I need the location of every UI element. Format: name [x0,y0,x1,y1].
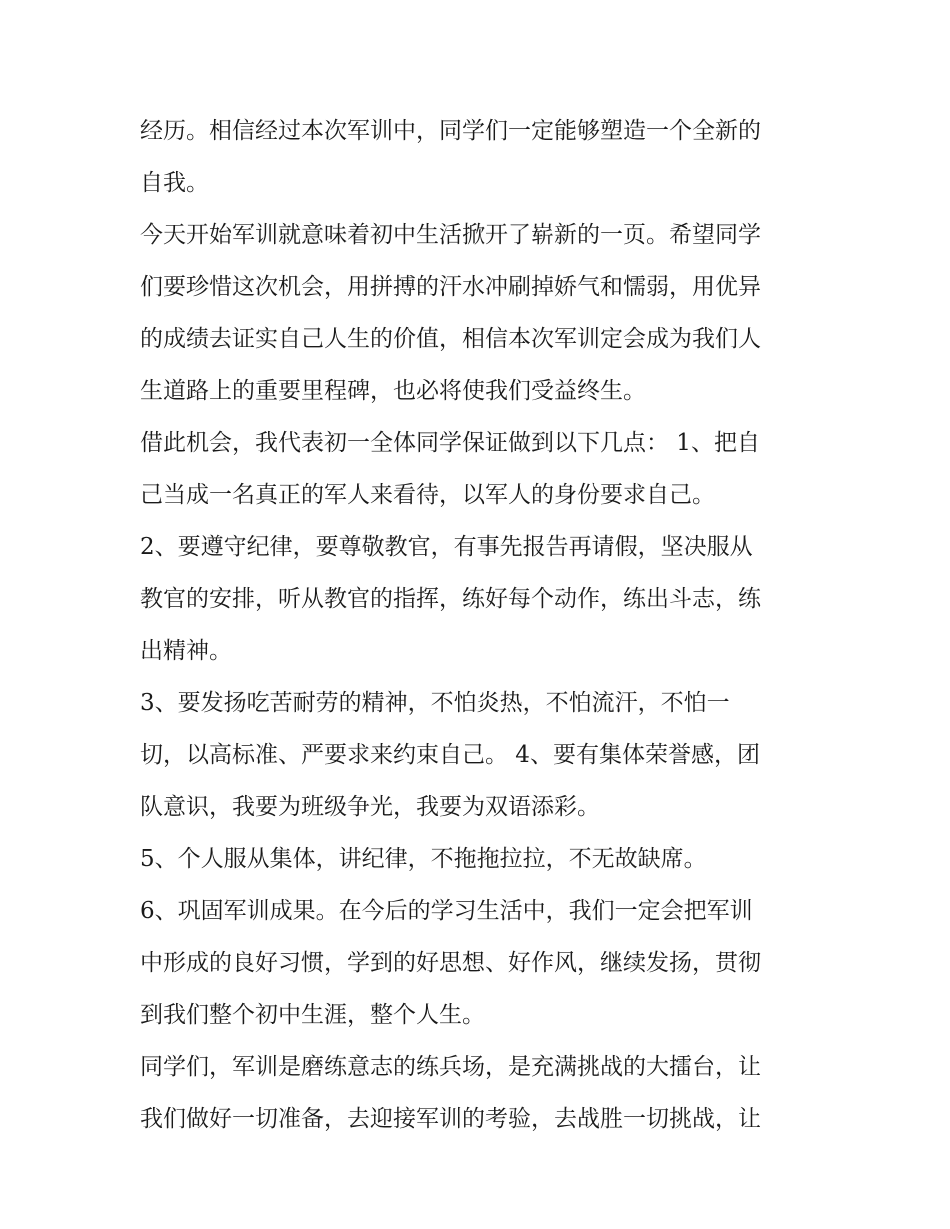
text-line: 今天开始军训就意味着初中生活掀开了崭新的一页。希望同学 [140,222,761,248]
text-line: 生道路上的重要里程碑，也必将使我们受益终生。 [140,378,646,404]
text-line: 们要珍惜这次机会，用拼搏的汗水冲刷掉娇气和懦弱，用优异 [140,274,761,300]
text-line: 3、要发扬吃苦耐劳的精神，不怕炎热，不怕流汗，不怕一 [140,690,730,716]
text-line: 队意识，我要为班级争光，我要为双语添彩。 [140,794,600,820]
text-line: 己当成一名真正的军人来看待，以军人的身份要求自己。 [140,482,715,508]
text-line: 出精神。 [140,638,232,664]
text-line: 我们做好一切准备，去迎接军训的考验，去战胜一切挑战，让 [140,1106,761,1132]
text-line: 自我。 [140,170,209,196]
text-line: 5、个人服从集体，讲纪律，不拖拖拉拉，不无故缺席。 [140,846,707,872]
document-body [140,105,820,1145]
text-line: 中形成的良好习惯，学到的好思想、好作风，继续发扬，贯彻 [140,950,761,976]
text-line: 到我们整个初中生涯，整个人生。 [140,1002,485,1028]
text-line: 切，以高标准、严要求来约束自己。 4、要有集体荣誉感，团 [140,742,760,768]
text-line: 2、要遵守纪律，要尊敬教官，有事先报告再请假，坚决服从 [140,534,753,560]
text-line: 经历。相信经过本次军训中，同学们一定能够塑造一个全新的 [140,118,761,144]
text-line: 同学们，军训是磨练意志的练兵场，是充满挑战的大擂台，让 [140,1054,761,1080]
text-line: 教官的安排，听从教官的指挥，练好每个动作，练出斗志，练 [140,586,761,612]
text-line: 借此机会，我代表初一全体同学保证做到以下几点： 1、把自 [140,430,760,456]
text-line: 的成绩去证实自己人生的价值，相信本次军训定会成为我们人 [140,326,761,352]
text-line: 6、巩固军训成果。在今后的学习生活中，我们一定会把军训 [140,898,753,924]
